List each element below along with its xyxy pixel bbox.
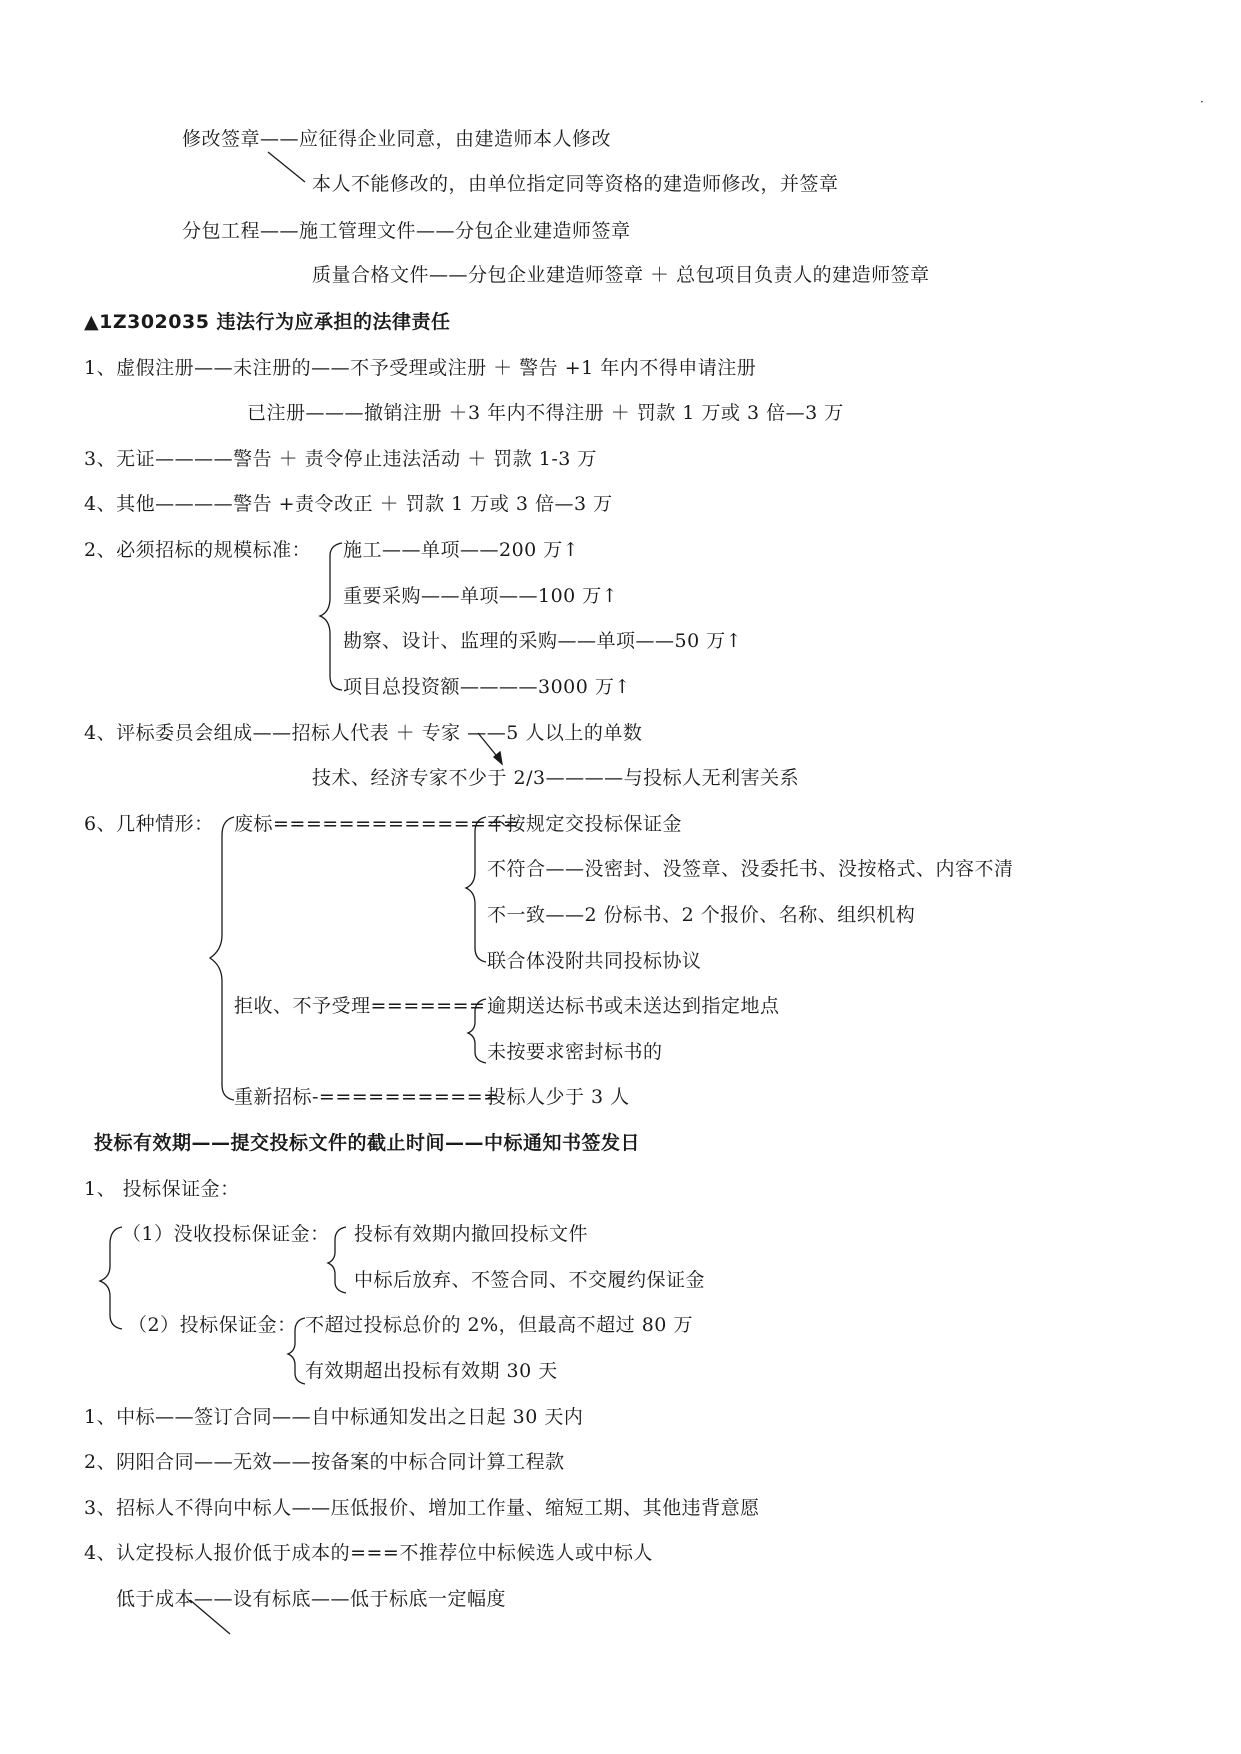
- sign-line-1: 修改签章——应征得企业同意，由建造师本人修改: [182, 128, 612, 150]
- award-line: 4、认定投标人报价低于成本的===不推荐位中标候选人或中标人: [84, 1542, 653, 1564]
- brace: [320, 543, 342, 690]
- rebid-label: 重新招标-===========: [234, 1086, 500, 1108]
- fake-reg-line-2: 已注册———撤销注册 ＋3 年内不得注册 ＋ 罚款 1 万或 3 倍—3 万: [247, 402, 844, 424]
- brace: [210, 817, 234, 1100]
- brace: [468, 999, 486, 1063]
- reject-item: 未按要求密封标书的: [487, 1041, 663, 1063]
- reject-item: 逾期送达标书或未送达到指定地点: [487, 995, 780, 1017]
- scale-label: 2、必须招标的规模标准：: [84, 539, 312, 561]
- award-line: 1、中标——签订合同——自中标通知发出之日起 30 天内: [84, 1406, 584, 1428]
- forfeit-item: 中标后放弃、不签合同、不交履约保证金: [354, 1269, 706, 1291]
- forfeit-item: 投标有效期内撤回投标文件: [354, 1223, 589, 1245]
- brace: [466, 817, 486, 962]
- low-cost-line: 低于成本——设有标底——低于标底一定幅度: [116, 1588, 507, 1610]
- amount-label: （2）投标保证金：: [128, 1314, 297, 1336]
- scale-item: 项目总投资额————3000 万↑: [343, 676, 631, 698]
- forfeit-label: （1）没收投标保证金：: [122, 1223, 330, 1245]
- other-line: 4、其他————警告 +责令改正 ＋ 罚款 1 万或 3 倍—3 万: [84, 493, 613, 515]
- committee-line-1: 4、评标委员会组成——招标人代表 ＋ 专家 ——5 人以上的单数: [84, 722, 643, 744]
- scale-item: 勘察、设计、监理的采购——单项——50 万↑: [343, 630, 743, 652]
- void-item: 不符合——没密封、没签章、没委托书、没按格式、内容不清: [487, 858, 1014, 880]
- fake-reg-line-1: 1、虚假注册——未注册的——不予受理或注册 ＋ 警告 +1 年内不得申请注册: [84, 357, 757, 379]
- sign-line-2: 本人不能修改的，由单位指定同等资格的建造师修改，并签章: [312, 173, 839, 195]
- amount-item: 不超过投标总价的 2%，但最高不超过 80 万: [305, 1314, 693, 1336]
- sub-line-1: 分包工程——施工管理文件——分包企业建造师签章: [182, 220, 631, 242]
- void-item: 联合体没附共同投标协议: [487, 950, 702, 972]
- void-item: 不一致——2 份标书、2 个报价、名称、组织机构: [487, 904, 916, 926]
- scale-item: 重要采购——单项——100 万↑: [343, 585, 619, 607]
- void-item: 不按规定交投标保证金: [487, 813, 683, 835]
- connector-diagonal: [190, 1600, 230, 1634]
- void-label: 废标===============: [234, 813, 520, 835]
- brace: [100, 1227, 122, 1329]
- rebid-item: 投标人少于 3 人: [487, 1086, 630, 1108]
- committee-line-2: 技术、经济专家不少于 2/3————与投标人无利害关系: [312, 767, 800, 789]
- brace: [328, 1227, 346, 1293]
- scale-item: 施工——单项——200 万↑: [343, 539, 580, 561]
- no-cert-line: 3、无证————警告 ＋ 责令停止违法活动 ＋ 罚款 1-3 万: [84, 448, 597, 470]
- reject-label: 拒收、不予受理=======: [234, 995, 486, 1017]
- connector-diagonal: [268, 152, 305, 182]
- award-line: 3、招标人不得向中标人——压低报价、增加工作量、缩短工期、其他违背意愿: [84, 1497, 760, 1519]
- sub-line-2: 质量合格文件——分包企业建造师签章 ＋ 总包项目负责人的建造师签章: [312, 264, 930, 286]
- corner-mark: ·: [1200, 95, 1205, 109]
- section-title: ▲1Z302035 违法行为应承担的法律责任: [84, 311, 451, 333]
- amount-item: 有效期超出投标有效期 30 天: [305, 1360, 558, 1382]
- cases-label: 6、几种情形：: [84, 813, 214, 835]
- deposit-title: 1、 投标保证金：: [84, 1178, 240, 1200]
- validity-title: 投标有效期——提交投标文件的截止时间——中标通知书签发日: [94, 1132, 641, 1154]
- award-line: 2、阴阳合同——无效——按备案的中标合同计算工程款: [84, 1451, 565, 1473]
- brace: [288, 1318, 305, 1384]
